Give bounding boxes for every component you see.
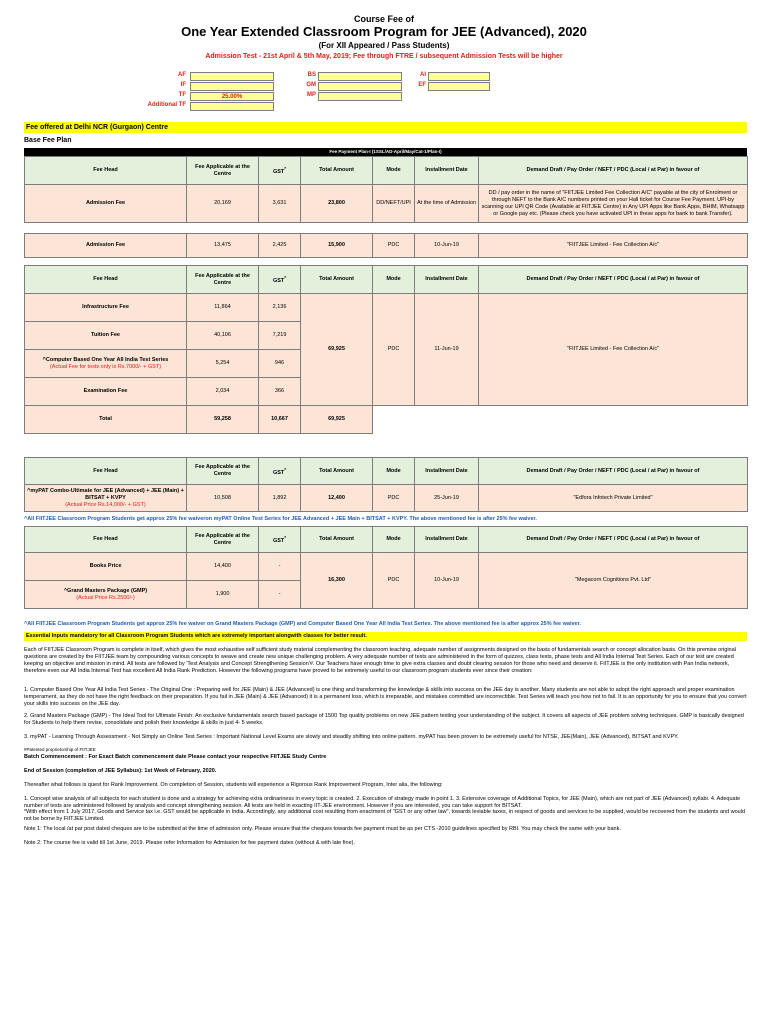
table-cell: At the time of Admission — [415, 185, 479, 223]
fee-table-1 — [24, 156, 748, 223]
col-mode: Mode — [373, 266, 415, 294]
col-demand-draft: Demand Draft / Pay Order / NEFT / PDC (Local / at Par) in favour of — [479, 157, 748, 185]
table-cell: 7,219 — [259, 322, 301, 350]
table-cell: 15,900 — [301, 234, 373, 258]
table-cell: DD/NEFT/UPI — [373, 185, 415, 223]
col-mode: Mode — [373, 157, 415, 185]
table-cell: "FIITJEE Limited - Fee Collection A/c" — [479, 234, 748, 258]
ef-field[interactable] — [428, 82, 490, 91]
ai-field[interactable] — [428, 72, 490, 81]
admission-test-notice: Admission Test - 21st April & 5th May, 2019; Fee through FTRE / subsequent Admission Tests will be higher — [205, 53, 563, 60]
table-cell: 10,508 — [187, 485, 259, 512]
table-cell: PDC — [373, 485, 415, 512]
note-2: Note 2: The course fee is valid till 1st June, 2019. Please refer Information for Admission for fee payment dates (without & with late fine). — [24, 840, 355, 846]
col-installment-date: Installment Date — [415, 527, 479, 553]
table-cell: Examination Fee — [25, 378, 187, 406]
table-cell: 40,106 — [187, 322, 259, 350]
col-gst: GST* — [259, 458, 301, 485]
col-fee-head: Fee Head — [25, 527, 187, 553]
table-cell: 59,258 — [187, 406, 259, 434]
mp-label: MP — [307, 92, 316, 98]
gmp-paragraph: 2. Grand Masters Package (GMP) - The Ideal Tool for Ultimate Finish: An exclusive fundamentals search based package of 1500 Top quality problems on new JEE pattern testing your understanding of the subject. It covers all aspects of JEE problem solving techniques. GMP is basically designed for Students to help them revise, consolidate and polish their knowledge & skills in just 4- 5 weeks. — [24, 713, 744, 726]
fee-table-1b — [24, 233, 748, 258]
table-cell: "Megacorn Cognitions Pvt. Ltd" — [479, 553, 748, 609]
col-total-amount: Total Amount — [301, 527, 373, 553]
gmp-footnote: ^All FIITJEE Classroom Program Students get approx 25% fee waiver on Grand Masters Package (GMP) and Computer Based One Year All India Test Series. The above mentioned fee is after approx 25% fee waiver. — [24, 621, 581, 627]
table-cell: 366 — [259, 378, 301, 406]
table-cell: Admission Fee — [25, 185, 187, 223]
page-title: One Year Extended Classroom Program for JEE (Advanced), 2020 — [181, 24, 587, 39]
table-cell: "Edfora Infotech Private Limited" — [479, 485, 748, 512]
table-cell: 20,169 — [187, 185, 259, 223]
col-total-amount: Total Amount — [301, 157, 373, 185]
col-gst: GST* — [259, 266, 301, 294]
table-cell: "FIITJEE Limited - Fee Collection A/c" — [479, 294, 748, 406]
centre-banner: Fee offered at Delhi NCR (Gurgaon) Centre — [24, 122, 747, 133]
col-fee-applicable: Fee Applicable at the Centre — [187, 458, 259, 485]
patented-note: #Patented proprietorship of FIITJEE — [24, 747, 96, 752]
col-demand-draft: Demand Draft / Pay Order / NEFT / PDC (Local / at Par) in favour of — [479, 527, 748, 553]
table-cell: 1,900 — [187, 581, 259, 609]
table-cell: ^Computer Based One Year All India Test Series (Actual Fee for tests only is Rs.7000/- + GST) — [25, 350, 187, 378]
col-fee-head: Fee Head — [25, 157, 187, 185]
col-mode: Mode — [373, 458, 415, 485]
table-cell: 2,425 — [259, 234, 301, 258]
table-cell: DD / pay order in the name of "FIITJEE Limited Fee Collection A/C" payable at the city of Enrolment or through NEFT to the Bank A/C numbers printed on your Hall ticket for Course Fee Payment. UPI-by scanning our UPI QR Code (Available at FIITJEE Centre) in Any UPI Apps like Bank Apps, BHIM, Whatsapp or Google pay etc. (Please check you have activated UPI in these apps for bank to bank Transfer). — [479, 185, 748, 223]
tf-field[interactable]: 25.00% — [190, 92, 274, 101]
page-subtitle: (For XII Appeared / Pass Students) — [318, 41, 450, 50]
table-cell: Infrastructure Fee — [25, 294, 187, 322]
table-cell: 11,864 — [187, 294, 259, 322]
col-total-amount: Total Amount — [301, 266, 373, 294]
af-label: AF — [178, 72, 186, 78]
table-cell: 2,136 — [259, 294, 301, 322]
test-series-paragraph: 1. Computer Based One Year All India Test Series - The Original One : Preparing well for JEE (Main) & JEE (Advanced) is one thing and transforming the knowledge & skills into success on the JEE day is another. Many students are not able to adopt the right approach and proper examination temperament, as they do not have the right feedback on their preparation. If you fail in JEE (Main) & JEE (Advanced) it is a permanent loss, which is irreparable, and mistakes committed are incorrectible. Test Series will teach you how not to fail. It is an opportunity for you to ensure that you convert your skills into success on the JEE day. — [24, 687, 747, 707]
col-gst: GST* — [259, 527, 301, 553]
table-cell: 16,300 — [301, 553, 373, 609]
table-cell: Tuition Fee — [25, 322, 187, 350]
additional-tf-field[interactable] — [190, 102, 274, 111]
table-cell: ^Grand Masters Package (GMP) (Actual Price Rs.2500/-) — [25, 581, 187, 609]
bs-label: BS — [307, 72, 316, 78]
table-cell: ^myPAT Combo-Ultimate for JEE (Advanced) + JEE (Main) + BITSAT + KVPY (Actual Price Rs.14,000/- + GST) — [25, 485, 187, 512]
table-cell: 10-Jun-19 — [415, 234, 479, 258]
col-fee-applicable: Fee Applicable at the Centre — [187, 157, 259, 185]
fee-table-4 — [24, 526, 748, 609]
additional-tf-label: Additional TF — [147, 102, 186, 108]
table-cell: 11-Jun-19 — [415, 294, 479, 406]
table-cell: - — [259, 581, 301, 609]
table-cell: 10-Jun-19 — [415, 553, 479, 609]
gst-note: *With effect from 1 July 2017, Goods and Service tax i.e. GST would be applicable in India. Accordingly, any additional cost resulting from enactment of "GST or any other law", towards leviable taxes, in respect of goods and services to be supplied, would be recovered from the students and would not be borne by FIITJEE Limited. — [24, 809, 746, 822]
mp-field[interactable] — [318, 92, 402, 101]
ai-label: AI — [420, 72, 426, 78]
mypat-paragraph: 3. myPAT - Learning Through Assessment - Not Simply an Online Test Series : Important National Level Exams are slowly and steadily shifting into online pattern. myPAT has been proven to be extremely useful for NTSE, JEE(Main), JEE (Advanced), BITSAT and KVPY. — [24, 734, 679, 740]
fee-table-3 — [24, 457, 748, 512]
table-cell: 13,475 — [187, 234, 259, 258]
rank-improvement-note: Thereafter what follows is quest for Rank Improvement. On completion of Session, students will experience a Rigorous Rank Improvement Program, Inter alia, the following: — [24, 782, 443, 788]
table-cell: 69,925 — [301, 294, 373, 406]
tf-label: TF — [178, 92, 186, 98]
table-cell: PDC — [373, 234, 415, 258]
table-cell: 5,254 — [187, 350, 259, 378]
batch-commencement: Batch Commencement : For Exact Batch commencement date Please contact your respective FIITJEE Study Centre — [24, 754, 327, 760]
if-label: IF — [180, 82, 186, 88]
col-installment-date: Installment Date — [415, 157, 479, 185]
col-mode: Mode — [373, 527, 415, 553]
end-of-session: End of Session (completion of JEE Syllabus): 1st Week of February, 2020. — [24, 768, 217, 774]
col-demand-draft: Demand Draft / Pay Order / NEFT / PDC (Local / at Par) in favour of — [479, 458, 748, 485]
table-cell: PDC — [373, 294, 415, 406]
table-cell: 12,400 — [301, 485, 373, 512]
ef-label: EF — [418, 82, 426, 88]
fee-table-2 — [24, 265, 748, 434]
intro-paragraph: Each of FIITJEE Classroom Program is complete in itself, which gives the most exhaustive self sufficient study material complementing the classroom teaching, adequate number of assignments designed on the basis of fundamentals search or concept allocation basis. On this premise original questions are created by the FIITJEE team by compounding various concepts to weave and create new unique challenging problem. A very adequate number of tests are administered in the form of quizzes, class tests, phase tests and All India Internal Test Series. Each of our test are created keeping an objective and mission in mind. All tests are followed by 'Test Analysis and Concept Strengthening Session'#. Our Teachers have enough time to give extra classes and doubt clearing session for those who need and deserve it. FIITJEE is the only institution with Pan India network, therefore even our All India Internal Test has excellent All India Rank Prediction. However the following programs have proved to be extremely useful to our classroom program students ever since their creation: — [24, 647, 736, 674]
note-1: Note 1: The local /at par post dated cheques are to be submitted at the time of admission only. Please ensure that the cheques towards fee payment must be as per CTS -2010 guidelines specified by RBI. You may check the same with your bank. — [24, 826, 621, 832]
gm-label: GM — [306, 82, 316, 88]
table-cell: 946 — [259, 350, 301, 378]
table-cell: 25-Jun-19 — [415, 485, 479, 512]
table-cell: Total — [25, 406, 187, 434]
col-installment-date: Installment Date — [415, 458, 479, 485]
col-fee-applicable: Fee Applicable at the Centre — [187, 527, 259, 553]
col-fee-head: Fee Head — [25, 458, 187, 485]
col-gst: GST* — [259, 157, 301, 185]
col-total-amount: Total Amount — [301, 458, 373, 485]
table-cell: Books Price — [25, 553, 187, 581]
col-demand-draft: Demand Draft / Pay Order / NEFT / PDC (Local / at Par) in favour of — [479, 266, 748, 294]
table-cell: PDC — [373, 553, 415, 609]
col-fee-head: Fee Head — [25, 266, 187, 294]
plan-banner: Fee Payment Plan-I (1SSL/AD-April/May/Cat-1/Plan-I) — [24, 148, 747, 156]
base-fee-plan-heading: Base Fee Plan — [24, 137, 72, 144]
col-fee-applicable: Fee Applicable at the Centre — [187, 266, 259, 294]
concept-analysis-note: 1. Concept wise analysis of all subjects for each student is done and a strategy for achieving extra ordinariness in every topic is created. 2. Execution of strategy made in point 1. 3. Extensive coverage of Additional Topics, for JEE (Main), which are not part of JEE (Advanced) syllabi. 4. Adequate number of tests are administered followed by analysis and concept strengthening session. All tests are held in exacting IIT-JEE environment. However if you are interested, you can take support for BITSAT. — [24, 796, 741, 809]
table-cell: 23,800 — [301, 185, 373, 223]
table-cell: 14,400 — [187, 553, 259, 581]
essential-inputs-banner: Essential Inputs mandatory for all Classroom Program Students which are extremely important alongwith classes for better result. — [24, 632, 747, 641]
table-cell: 3,631 — [259, 185, 301, 223]
table-cell: 10,667 — [259, 406, 301, 434]
table-cell: 2,034 — [187, 378, 259, 406]
table-cell: 1,892 — [259, 485, 301, 512]
table-cell: Admission Fee — [25, 234, 187, 258]
mypat-footnote: ^All FIITJEE Classroom Program Students get approx 25% fee waiveron myPAT Online Test Series for JEE Advanced + JEE Main + BITSAT + KVPY. The above mentioned fee is after 25% fee waiver. — [24, 516, 537, 522]
course-fee-of-label: Course Fee of — [353, 14, 414, 24]
table-cell: - — [259, 553, 301, 581]
table-cell: 69,925 — [301, 406, 373, 434]
col-installment-date: Installment Date — [415, 266, 479, 294]
